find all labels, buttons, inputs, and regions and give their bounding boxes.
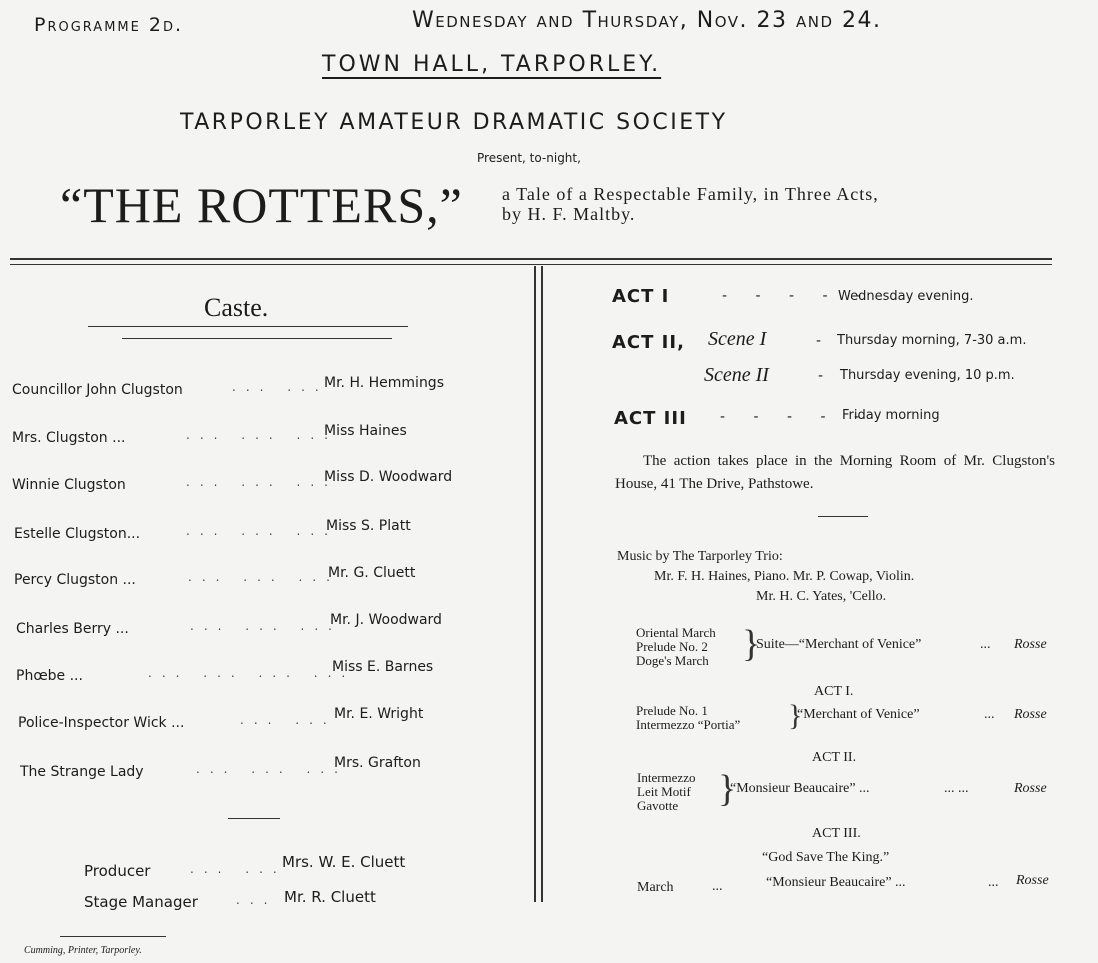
music-item: Intermezzo “Portia” xyxy=(636,717,741,732)
crew-dots: ... ... xyxy=(190,862,287,876)
cast-role: The Strange Lady xyxy=(20,764,144,780)
music-item: Doge's March xyxy=(636,653,709,668)
music-composer: Rosse xyxy=(1014,707,1047,722)
caste-short-rule xyxy=(228,818,280,819)
music-players-2: Mr. H. C. Yates, 'Cello. xyxy=(756,589,887,604)
music-items xyxy=(637,771,695,813)
cast-actor: Mr. H. Hemmings xyxy=(324,375,444,391)
music-intro: Music by The Tarporley Trio: xyxy=(617,549,783,564)
cast-actor: Mr. E. Wright xyxy=(334,706,424,722)
cast-actor: Mr. J. Woodward xyxy=(330,612,442,628)
music-act-heading: ACT III. xyxy=(812,826,861,841)
act-scene: Scene I xyxy=(708,328,767,350)
music-piece: Suite—“Merchant of Venice” xyxy=(756,637,922,652)
venue: TOWN HALL, TARPORLEY. xyxy=(322,52,662,77)
crew-name: Mrs. W. E. Cluett xyxy=(282,853,406,871)
header-rule-top xyxy=(10,258,1052,260)
music-items xyxy=(636,704,740,732)
act-dashes: - xyxy=(816,333,834,349)
cast-dots: ... ... ... xyxy=(190,619,342,633)
act-dashes: - xyxy=(818,368,836,384)
cast-actor: Mr. G. Cluett xyxy=(328,565,416,581)
society-name: TARPORLEY AMATEUR DRAMATIC SOCIETY xyxy=(180,110,728,135)
caste-heading: Caste. xyxy=(204,293,269,322)
cast-role: Estelle Clugston... xyxy=(14,526,141,542)
cast-dots: ... ... ... xyxy=(188,570,340,584)
cast-actor: Mrs. Grafton xyxy=(334,755,421,771)
crew-role: Stage Manager xyxy=(84,893,198,911)
setting-description xyxy=(615,450,1055,496)
printer-rule xyxy=(60,936,166,937)
act-label: ACT I xyxy=(612,286,670,307)
act-label: ACT II, xyxy=(612,332,685,353)
column-divider-left xyxy=(534,266,536,902)
music-dots: ... xyxy=(712,879,723,894)
music-composer: Rosse xyxy=(1014,637,1047,652)
crew-dots: ... xyxy=(236,893,278,907)
crew-role: Producer xyxy=(84,862,151,880)
brace: } xyxy=(788,699,803,732)
music-act-heading: ACT I. xyxy=(814,684,854,699)
performance-dates: Wednesday and Thursday, Nov. 23 and 24. xyxy=(412,8,882,33)
cast-dots: ... ... ... ... xyxy=(148,666,356,680)
brace: } xyxy=(718,768,737,810)
column-divider-right xyxy=(541,266,543,902)
cast-actor: Miss S. Platt xyxy=(326,518,411,534)
caste-underline-1 xyxy=(88,326,408,327)
subtitle-line-1: a Tale of a Respectable Family, in Three Acts, xyxy=(502,184,879,204)
music-item: Gavotte xyxy=(637,798,679,813)
cast-role: Charles Berry ... xyxy=(16,621,129,637)
music-item: Leit Motif xyxy=(637,784,691,799)
act-label: ACT III xyxy=(614,408,687,429)
cast-actor: Miss Haines xyxy=(324,423,407,439)
music-players-1: Mr. F. H. Haines, Piano. Mr. P. Cowap, Violin. xyxy=(654,569,915,584)
cast-role: Councillor John Clugston xyxy=(12,382,183,398)
cast-actor: Miss E. Barnes xyxy=(332,659,434,675)
music-composer: Rosse xyxy=(1016,873,1049,888)
cast-dots: ... ... xyxy=(232,380,329,394)
music-dots: ... ... xyxy=(944,781,969,796)
music-items xyxy=(636,626,716,668)
music-dots: ... xyxy=(988,875,999,890)
subtitle-line-2: by H. F. Maltby. xyxy=(502,204,636,224)
setting-text: The action takes place in the Morning Room of Mr. Clugston's House, 41 The Drive, Pathstowe. xyxy=(615,453,1055,492)
music-item: Intermezzo xyxy=(637,770,696,785)
cast-role: Phœbe ... xyxy=(16,668,83,684)
caste-underline-2 xyxy=(122,338,392,339)
setting-short-rule xyxy=(818,516,868,517)
act-scene: Scene II xyxy=(704,364,769,386)
brace: } xyxy=(742,623,761,665)
programme-number: Programme 2d. xyxy=(34,14,184,36)
music-anthem: “God Save The King.” xyxy=(762,850,890,865)
cast-role: Mrs. Clugston ... xyxy=(12,430,126,446)
act-time: Thursday evening, 10 p.m. xyxy=(840,368,1015,383)
act-dashes: - - - - - xyxy=(722,288,874,304)
music-act-heading: ACT II. xyxy=(812,750,857,765)
act-dashes: - - - - - xyxy=(720,409,872,425)
printer-credit: Cumming, Printer, Tarporley. xyxy=(24,945,142,956)
cast-role: Police-Inspector Wick ... xyxy=(18,715,185,731)
music-dots: ... xyxy=(984,707,995,722)
cast-dots: ... ... ... xyxy=(186,524,338,538)
music-piece: “Monsieur Beaucaire” ... xyxy=(730,781,870,796)
header-rule-bottom xyxy=(10,264,1052,265)
present-line: Present, to-night, xyxy=(477,151,581,165)
cast-role: Winnie Clugston xyxy=(12,477,126,493)
cast-actor: Miss D. Woodward xyxy=(324,469,453,485)
music-dots: ... xyxy=(980,637,991,652)
play-subtitle xyxy=(502,184,879,224)
crew-name: Mr. R. Cluett xyxy=(284,888,376,906)
cast-role: Percy Clugston ... xyxy=(14,572,136,588)
act-time: Thursday morning, 7-30 a.m. xyxy=(837,333,1027,348)
music-composer: Rosse xyxy=(1014,781,1047,796)
music-item: March xyxy=(637,880,674,895)
cast-dots: ... ... ... xyxy=(196,762,348,776)
music-item: Oriental March xyxy=(636,625,716,640)
act-time: Wednesday evening. xyxy=(838,289,974,304)
music-piece: “Monsieur Beaucaire” ... xyxy=(766,875,906,890)
music-item: Prelude No. 2 xyxy=(636,639,708,654)
play-title: “THE ROTTERS,” xyxy=(60,177,463,233)
cast-dots: ... ... xyxy=(240,713,337,727)
music-item: Prelude No. 1 xyxy=(636,703,708,718)
music-piece: “Merchant of Venice” xyxy=(797,707,920,722)
cast-dots: ... ... ... xyxy=(186,428,338,442)
act-time: Friday morning xyxy=(842,408,940,423)
cast-dots: ... ... ... xyxy=(186,475,338,489)
